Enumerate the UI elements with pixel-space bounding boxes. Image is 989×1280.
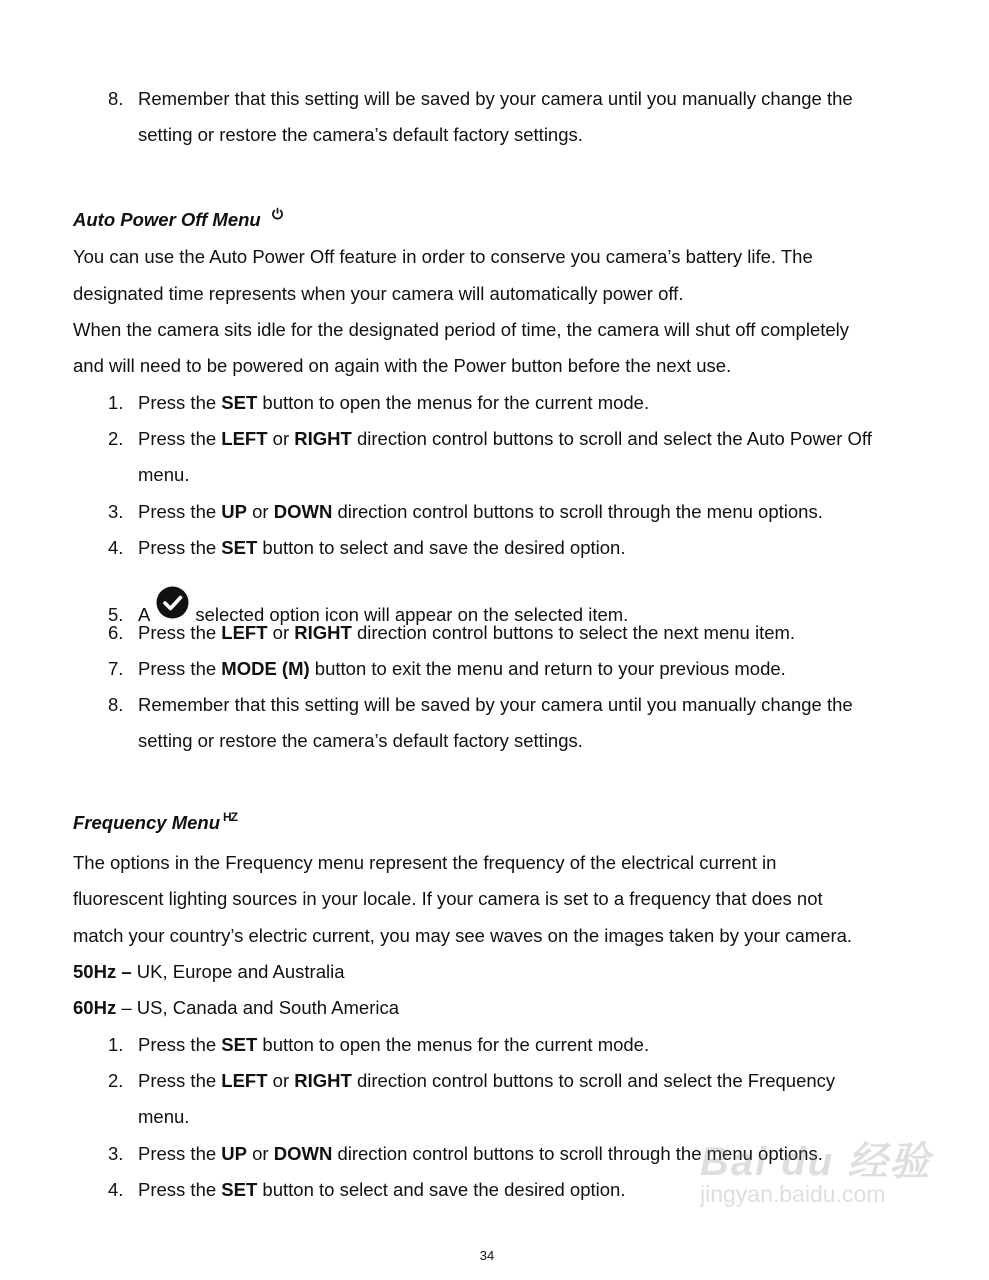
list-item: 4. Press the SET button to select and save the desired option. bbox=[108, 1179, 626, 1200]
paragraph-line: and will need to be powered on again with the Power button before the next use. bbox=[73, 355, 732, 376]
list-item: 2. Press the LEFT or RIGHT direction control buttons to scroll and select the Auto Power Off bbox=[108, 428, 872, 449]
hz-icon: HZ bbox=[223, 810, 237, 824]
list-item: 5. A selected option icon will appear on the selected item. bbox=[108, 586, 628, 626]
list-item: 1. Press the SET button to open the menus for the current mode. bbox=[108, 1034, 650, 1055]
watermark-logo: Bai du 经验 bbox=[700, 1140, 932, 1184]
list-item: 3. Press the UP or DOWN direction control buttons to scroll through the menu options. bbox=[108, 501, 823, 522]
list-item: 2. Press the LEFT or RIGHT direction control buttons to scroll and select the Frequency bbox=[108, 1070, 836, 1091]
list-item: 4. Press the SET button to select and save the desired option. bbox=[108, 537, 626, 558]
list-item: 6. Press the LEFT or RIGHT direction control buttons to select the next menu item. bbox=[108, 622, 796, 643]
list-item: 1. Press the SET button to open the menus for the current mode. bbox=[108, 392, 650, 413]
paragraph-line: When the camera sits idle for the designated period of time, the camera will shut off completely bbox=[73, 319, 850, 340]
list-item: 8. Remember that this setting will be saved by your camera until you manually change the bbox=[108, 694, 853, 715]
section-heading-auto-power-off: Auto Power Off Menu bbox=[73, 203, 284, 231]
paragraph-line: The options in the Frequency menu represent the frequency of the electrical current in bbox=[73, 852, 777, 873]
paragraph-line: match your country’s electric current, you may see waves on the images taken by your camera. bbox=[73, 925, 853, 946]
power-icon bbox=[271, 203, 284, 225]
watermark bbox=[700, 1130, 931, 1208]
watermark-url: jingyan.baidu.com bbox=[700, 1181, 886, 1207]
list-item-continuation: menu. bbox=[138, 464, 190, 485]
list-item: 8. Remember that this setting will be saved by your camera until you manually change the bbox=[108, 88, 853, 109]
list-item-continuation: menu. bbox=[138, 1106, 190, 1127]
page-number: 34 bbox=[479, 1248, 495, 1263]
list-item: 7. Press the MODE (M) button to exit the menu and return to your previous mode. bbox=[108, 658, 786, 679]
paragraph-line: fluorescent lighting sources in your locale. If your camera is set to a frequency that does not bbox=[73, 888, 823, 909]
list-item-continuation: setting or restore the camera’s default factory settings. bbox=[138, 730, 583, 751]
paragraph-line: designated time represents when your camera will automatically power off. bbox=[73, 283, 684, 304]
section-heading-frequency: Frequency Menu $^{HZ}$ bbox=[73, 810, 237, 833]
list-item-continuation: setting or restore the camera’s default factory settings. bbox=[138, 124, 583, 145]
frequency-option-50hz: 50Hz – UK, Europe and Australia bbox=[73, 961, 345, 982]
frequency-option-60hz: 60Hz – US, Canada and South America bbox=[73, 997, 400, 1018]
check-circle-icon bbox=[156, 586, 189, 624]
list-item: 3. Press the UP or DOWN direction control buttons to scroll through the menu options. bbox=[108, 1143, 823, 1164]
paragraph-line: You can use the Auto Power Off feature in order to conserve you camera’s battery life. The bbox=[73, 246, 813, 267]
